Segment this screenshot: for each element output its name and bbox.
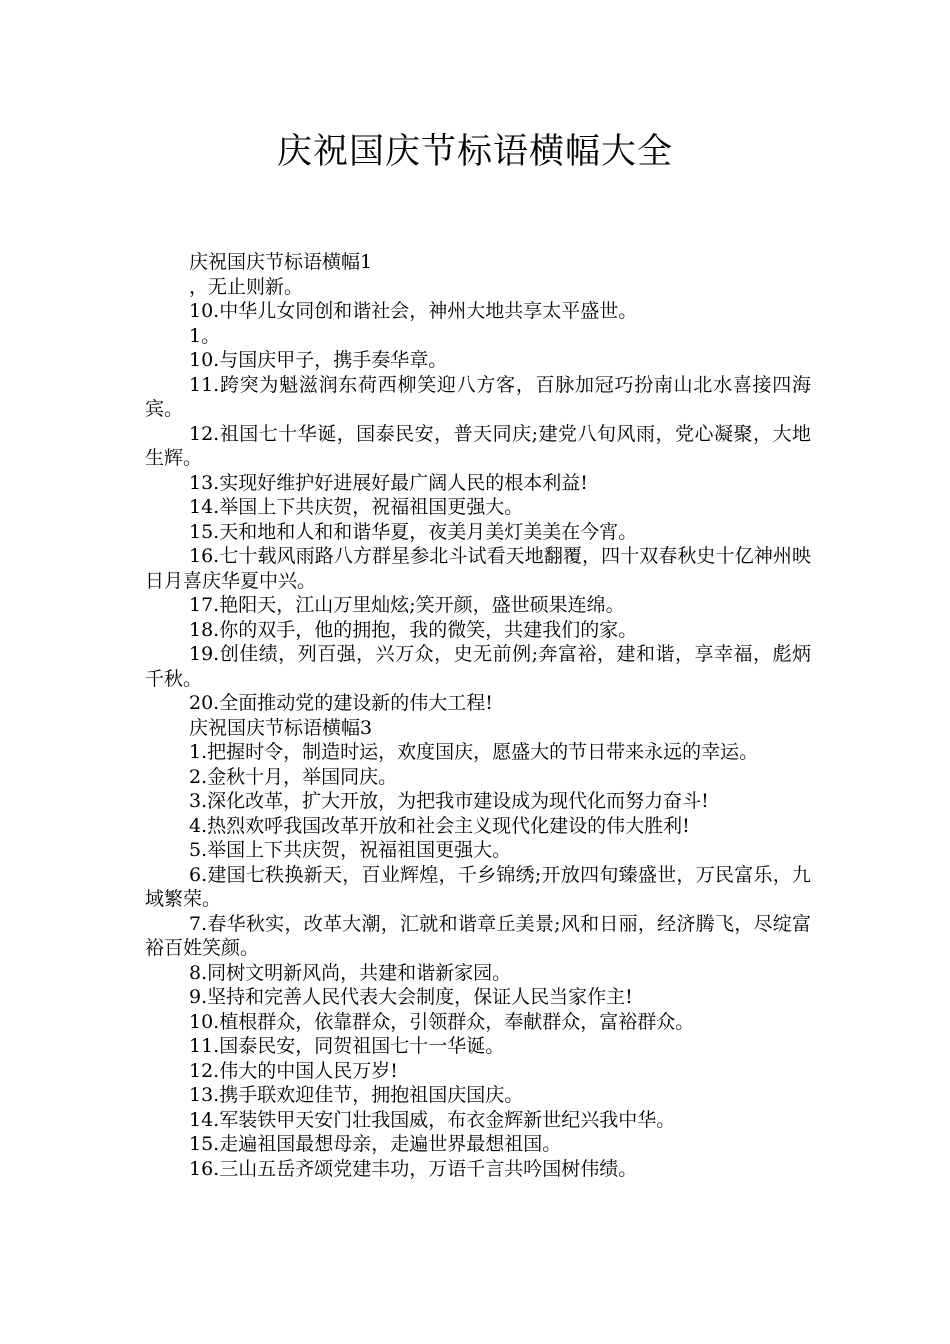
paragraph: ，无止则新。 xyxy=(189,275,304,298)
paragraph: 16.七十载风雨路八方群星参北斗试看天地翻覆，四十双春秋史十亿神州映日月喜庆华夏中兴。 xyxy=(145,545,811,592)
paragraph: 庆祝国庆节标语横幅1 xyxy=(189,251,373,273)
paragraph: 3.深化改革，扩大开放，为把我市建设成为现代化而努力奋斗! xyxy=(189,790,709,812)
paragraph: 10.与国庆甲子，携手奏华章。 xyxy=(189,349,448,371)
paragraph: 14.军装铁甲天安门壮我国威，布衣金辉新世纪兴我中华。 xyxy=(189,1108,676,1131)
paragraph: 20.全面推动党的建设新的伟大工程! xyxy=(189,692,493,714)
paragraph: 4.热烈欢呼我国改革开放和社会主义现代化建设的伟大胜利! xyxy=(189,814,690,837)
paragraph: 11.国泰民安，同贺祖国七十一华诞。 xyxy=(189,1035,505,1057)
paragraph: 14.举国上下共庆贺，祝福祖国更强大。 xyxy=(189,496,524,518)
paragraph: 庆祝国庆节标语横幅3 xyxy=(189,716,373,739)
paragraph: 13.实现好维护好进展好最广阔人民的根本利益! xyxy=(189,471,588,494)
paragraph: 2.金秋十月，举国同庆。 xyxy=(189,765,398,788)
paragraph: 17.艳阳天，江山万里灿炫;笑开颜，盛世硕果连绵。 xyxy=(189,594,625,616)
paragraph: 1.把握时令，制造时运，欢度国庆，愿盛大的节日带来永远的幸运。 xyxy=(189,741,759,763)
paragraph: 15.天和地和人和和谐华夏，夜美月美灯美美在今宵。 xyxy=(189,520,638,543)
paragraph: 18.你的双手，他的拥抱，我的微笑，共建我们的家。 xyxy=(189,618,638,641)
paragraph: 12.祖国七十华诞，国泰民安，普天同庆;建党八旬风雨，党心凝聚，大地生辉。 xyxy=(145,422,811,469)
paragraph: 1。 xyxy=(189,324,221,347)
paragraph: 16.三山五岳齐颂党建丰功，万语千言共吟国树伟绩。 xyxy=(189,1157,638,1180)
paragraph: 12.伟大的中国人民万岁! xyxy=(189,1059,398,1082)
paragraph: 6.建国七秩换新天，百业辉煌，千乡锦绣;开放四旬臻盛世，万民富乐，九域繁荣。 xyxy=(145,863,811,910)
paragraph: 5.举国上下共庆贺，祝福祖国更强大。 xyxy=(189,839,512,861)
document-body xyxy=(145,250,811,1181)
paragraph: 8.同树文明新风尚，共建和谐新家园。 xyxy=(189,961,512,984)
paragraph: 13.携手联欢迎佳节，拥抱祖国庆国庆。 xyxy=(189,1084,524,1106)
paragraph: 11.跨突为魁滋润东荷西柳笑迎八方客，百脉加冠巧扮南山北水喜接四海宾。 xyxy=(145,373,811,420)
paragraph: 7.春华秋实，改革大潮，汇就和谐章丘美景;风和日丽，经济腾飞，尽绽富裕百姓笑颜。 xyxy=(145,912,811,959)
paragraph: 19.创佳绩，列百强，兴万众，史无前例;奔富裕，建和谐，享幸福，彪炳千秋。 xyxy=(145,643,811,690)
paragraph: 9.坚持和完善人民代表大会制度，保证人民当家作主! xyxy=(189,986,633,1008)
paragraph: 15.走遍祖国最想母亲，走遍世界最想祖国。 xyxy=(189,1133,562,1155)
document-title: 庆祝国庆节标语横幅大全 xyxy=(276,132,673,172)
paragraph: 10.中华儿女同创和谐社会，神州大地共享太平盛世。 xyxy=(189,300,638,322)
paragraph: 10.植根群众，依靠群众，引领群众，奉献群众，富裕群众。 xyxy=(189,1010,695,1033)
